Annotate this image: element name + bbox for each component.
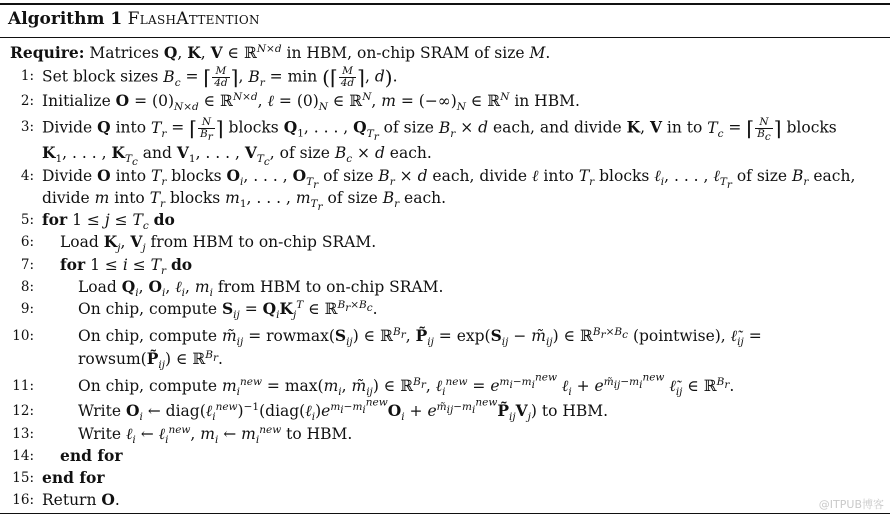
algorithm-title bbox=[8, 9, 260, 29]
watermark: @ITPUB博客 bbox=[818, 498, 884, 511]
line-number-7: 7: bbox=[20, 257, 34, 273]
line-number-5: 5: bbox=[20, 212, 34, 228]
line-number-10: 10: bbox=[12, 328, 34, 344]
line-number-12: 12: bbox=[12, 403, 34, 419]
bottom-rule bbox=[0, 513, 890, 514]
line-number-4: 4: bbox=[20, 168, 34, 184]
require-keyword: Require: bbox=[10, 43, 85, 62]
algorithm-name: FlashAttention bbox=[127, 9, 260, 29]
line-number-8: 8: bbox=[20, 279, 34, 295]
top-rule bbox=[0, 3, 890, 5]
line-number-11: 11: bbox=[12, 378, 34, 394]
line-number-15: 15: bbox=[12, 470, 34, 486]
header-rule bbox=[0, 37, 890, 38]
algorithm-label: Algorithm 1 bbox=[8, 9, 123, 29]
line-number-14: 14: bbox=[12, 448, 34, 464]
line-number-1: 1: bbox=[20, 68, 34, 84]
line-number-13: 13: bbox=[12, 426, 34, 442]
line-number-3: 3: bbox=[20, 119, 34, 135]
line-number-6: 6: bbox=[20, 234, 34, 250]
line-number-9: 9: bbox=[20, 301, 34, 317]
line-number-16: 16: bbox=[12, 492, 34, 508]
require-line: Require: Matrices Q, K, V ∈ ℝ$^{N\times d}$ in HBM, on-chip SRAM of size M. bbox=[10, 42, 551, 62]
line-number-2: 2: bbox=[20, 93, 34, 109]
